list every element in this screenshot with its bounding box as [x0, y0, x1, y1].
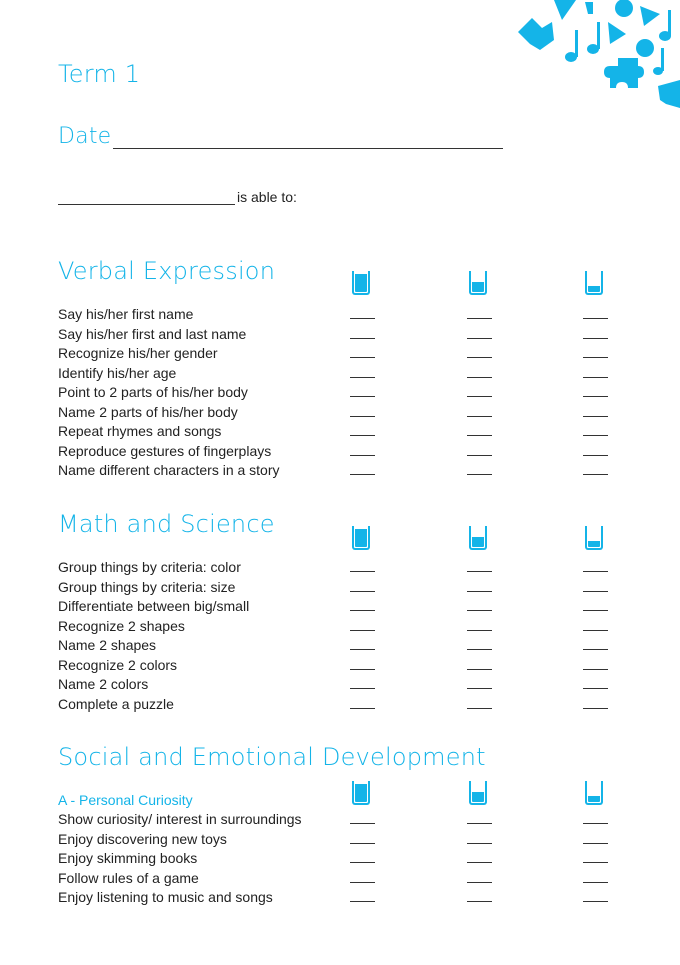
rating-blank-3[interactable] [583, 901, 608, 902]
date-field[interactable] [58, 124, 503, 149]
skill-label: Say his/her first and last name [58, 325, 247, 342]
skill-row [58, 656, 618, 676]
decorative-shapes-icon [510, 0, 680, 110]
glass-full-icon [352, 781, 370, 805]
rating-blank-2[interactable] [467, 630, 492, 631]
skill-label: Group things by criteria: color [58, 559, 241, 575]
glass-fill [588, 796, 600, 802]
rating-blank-1[interactable] [350, 630, 375, 631]
rating-blank-1[interactable] [350, 435, 375, 436]
skill-label: Enjoy discovering new toys [58, 830, 227, 847]
glass-fill [472, 537, 484, 547]
rating-blank-3[interactable] [583, 435, 608, 436]
skill-row [58, 578, 618, 598]
glass-fill [355, 784, 367, 802]
skill-row [58, 830, 618, 850]
skill-row [58, 305, 618, 325]
rating-blank-1[interactable] [350, 610, 375, 611]
skill-row [58, 364, 618, 384]
rating-blank-2[interactable] [467, 862, 492, 863]
rating-blank-2[interactable] [467, 396, 492, 397]
rating-blank-2[interactable] [467, 901, 492, 902]
skill-row [58, 675, 618, 695]
rating-blank-3[interactable] [583, 882, 608, 883]
glass-fill [472, 282, 484, 292]
rating-blank-2[interactable] [467, 688, 492, 689]
skill-label: Name different characters in a story [58, 462, 280, 478]
skill-label: Enjoy skimming books [58, 850, 198, 866]
glass-half-icon [469, 526, 487, 550]
glass-fill [588, 541, 600, 547]
rating-blank-3[interactable] [583, 862, 608, 863]
section-subheading: A - Personal Curiosity [58, 792, 193, 808]
rating-blank-1[interactable] [350, 416, 375, 417]
skill-row [58, 383, 618, 403]
section-title: Social and Emotional Development [58, 743, 486, 771]
skill-label: Point to 2 parts of his/her body [58, 384, 248, 400]
skill-list [58, 810, 618, 908]
child-name-blank-line[interactable] [58, 190, 235, 205]
skill-label: Show curiosity/ interest in surroundings [58, 811, 302, 827]
glass-fill [355, 274, 367, 292]
rating-blank-2[interactable] [467, 455, 492, 456]
skill-row [58, 695, 618, 715]
rating-blank-2[interactable] [467, 708, 492, 709]
section-title: Verbal Expression [58, 257, 276, 285]
skill-row [58, 442, 618, 462]
rating-blank-2[interactable] [467, 435, 492, 436]
rating-blank-3[interactable] [583, 357, 608, 358]
skill-row [58, 869, 618, 889]
term-title: Term 1 [58, 60, 141, 88]
glass-full-icon [352, 271, 370, 295]
skill-label: Recognize his/her gender [58, 345, 218, 361]
glass-fill [588, 286, 600, 292]
rating-blank-1[interactable] [350, 843, 375, 844]
date-blank-line[interactable] [113, 128, 503, 149]
skill-row [58, 422, 618, 442]
rating-blank-3[interactable] [583, 669, 608, 670]
skill-label: Say his/her first name [58, 306, 194, 322]
skill-row [58, 849, 618, 869]
rating-blank-3[interactable] [583, 708, 608, 709]
skill-label: Repeat rhymes and songs [58, 423, 222, 439]
skill-row [58, 617, 618, 637]
skill-label: Enjoy listening to music and songs [58, 889, 273, 905]
rating-blank-1[interactable] [350, 688, 375, 689]
skill-list [58, 305, 618, 481]
rating-blank-3[interactable] [583, 688, 608, 689]
skill-label: Reproduce gestures of fingerplays [58, 442, 272, 459]
skill-label: Name 2 parts of his/her body [58, 403, 238, 420]
skill-row [58, 888, 618, 908]
glass-full-icon [352, 526, 370, 550]
skill-label: Differentiate between big/small [58, 598, 250, 614]
rating-blank-1[interactable] [350, 571, 375, 572]
glass-fill [355, 529, 367, 547]
rating-blank-2[interactable] [467, 377, 492, 378]
skill-label: Follow rules of a game [58, 869, 199, 886]
rating-blank-1[interactable] [350, 708, 375, 709]
rating-blank-3[interactable] [583, 630, 608, 631]
skill-label: Identify his/her age [58, 364, 177, 381]
glass-fill [472, 792, 484, 802]
skill-label: Complete a puzzle [58, 695, 174, 712]
rating-blank-2[interactable] [467, 882, 492, 883]
rating-blank-3[interactable] [583, 396, 608, 397]
rating-blank-1[interactable] [350, 862, 375, 863]
skill-row [58, 636, 618, 656]
skill-row [58, 597, 618, 617]
section-title: Math and Science [58, 510, 275, 538]
rating-blank-1[interactable] [350, 882, 375, 883]
rating-blank-2[interactable] [467, 823, 492, 824]
glass-low-icon [585, 781, 603, 805]
skill-list [58, 558, 618, 714]
rating-blank-1[interactable] [350, 901, 375, 902]
rating-blank-2[interactable] [467, 318, 492, 319]
rating-blank-3[interactable] [583, 455, 608, 456]
rating-blank-2[interactable] [467, 338, 492, 339]
skill-row [58, 403, 618, 423]
child-name-field[interactable] [58, 189, 297, 205]
rating-blank-1[interactable] [350, 649, 375, 650]
rating-blank-1[interactable] [350, 338, 375, 339]
rating-blank-1[interactable] [350, 591, 375, 592]
rating-blank-3[interactable] [583, 610, 608, 611]
skill-label: Group things by criteria: size [58, 578, 236, 595]
rating-blank-3[interactable] [583, 649, 608, 650]
rating-blank-1[interactable] [350, 318, 375, 319]
skill-row [58, 558, 618, 578]
rating-blank-2[interactable] [467, 649, 492, 650]
skill-label: Name 2 shapes [58, 637, 157, 653]
rating-blank-1[interactable] [350, 669, 375, 670]
rating-blank-3[interactable] [583, 416, 608, 417]
rating-blank-1[interactable] [350, 396, 375, 397]
rating-blank-2[interactable] [467, 571, 492, 572]
rating-blank-2[interactable] [467, 669, 492, 670]
rating-blank-2[interactable] [467, 474, 492, 475]
rating-blank-2[interactable] [467, 357, 492, 358]
rating-blank-3[interactable] [583, 338, 608, 339]
rating-blank-3[interactable] [583, 377, 608, 378]
rating-blank-3[interactable] [583, 474, 608, 475]
rating-blank-2[interactable] [467, 416, 492, 417]
date-label: Date [58, 124, 112, 149]
glass-low-icon [585, 271, 603, 295]
skill-row [58, 461, 618, 481]
glass-low-icon [585, 526, 603, 550]
rating-blank-3[interactable] [583, 843, 608, 844]
rating-blank-1[interactable] [350, 455, 375, 456]
skill-label: Recognize 2 shapes [58, 617, 185, 634]
skill-row [58, 810, 618, 830]
skill-label: Recognize 2 colors [58, 656, 178, 673]
rating-blank-3[interactable] [583, 318, 608, 319]
skill-row [58, 344, 618, 364]
rating-blank-1[interactable] [350, 357, 375, 358]
skill-row [58, 325, 618, 345]
glass-half-icon [469, 781, 487, 805]
glass-half-icon [469, 271, 487, 295]
rating-blank-1[interactable] [350, 823, 375, 824]
rating-blank-1[interactable] [350, 377, 375, 378]
able-to-label: is able to: [237, 189, 297, 205]
rating-blank-2[interactable] [467, 843, 492, 844]
skill-label: Name 2 colors [58, 676, 149, 692]
rating-blank-3[interactable] [583, 571, 608, 572]
rating-blank-3[interactable] [583, 823, 608, 824]
rating-blank-1[interactable] [350, 474, 375, 475]
rating-blank-2[interactable] [467, 610, 492, 611]
rating-blank-3[interactable] [583, 591, 608, 592]
rating-blank-2[interactable] [467, 591, 492, 592]
